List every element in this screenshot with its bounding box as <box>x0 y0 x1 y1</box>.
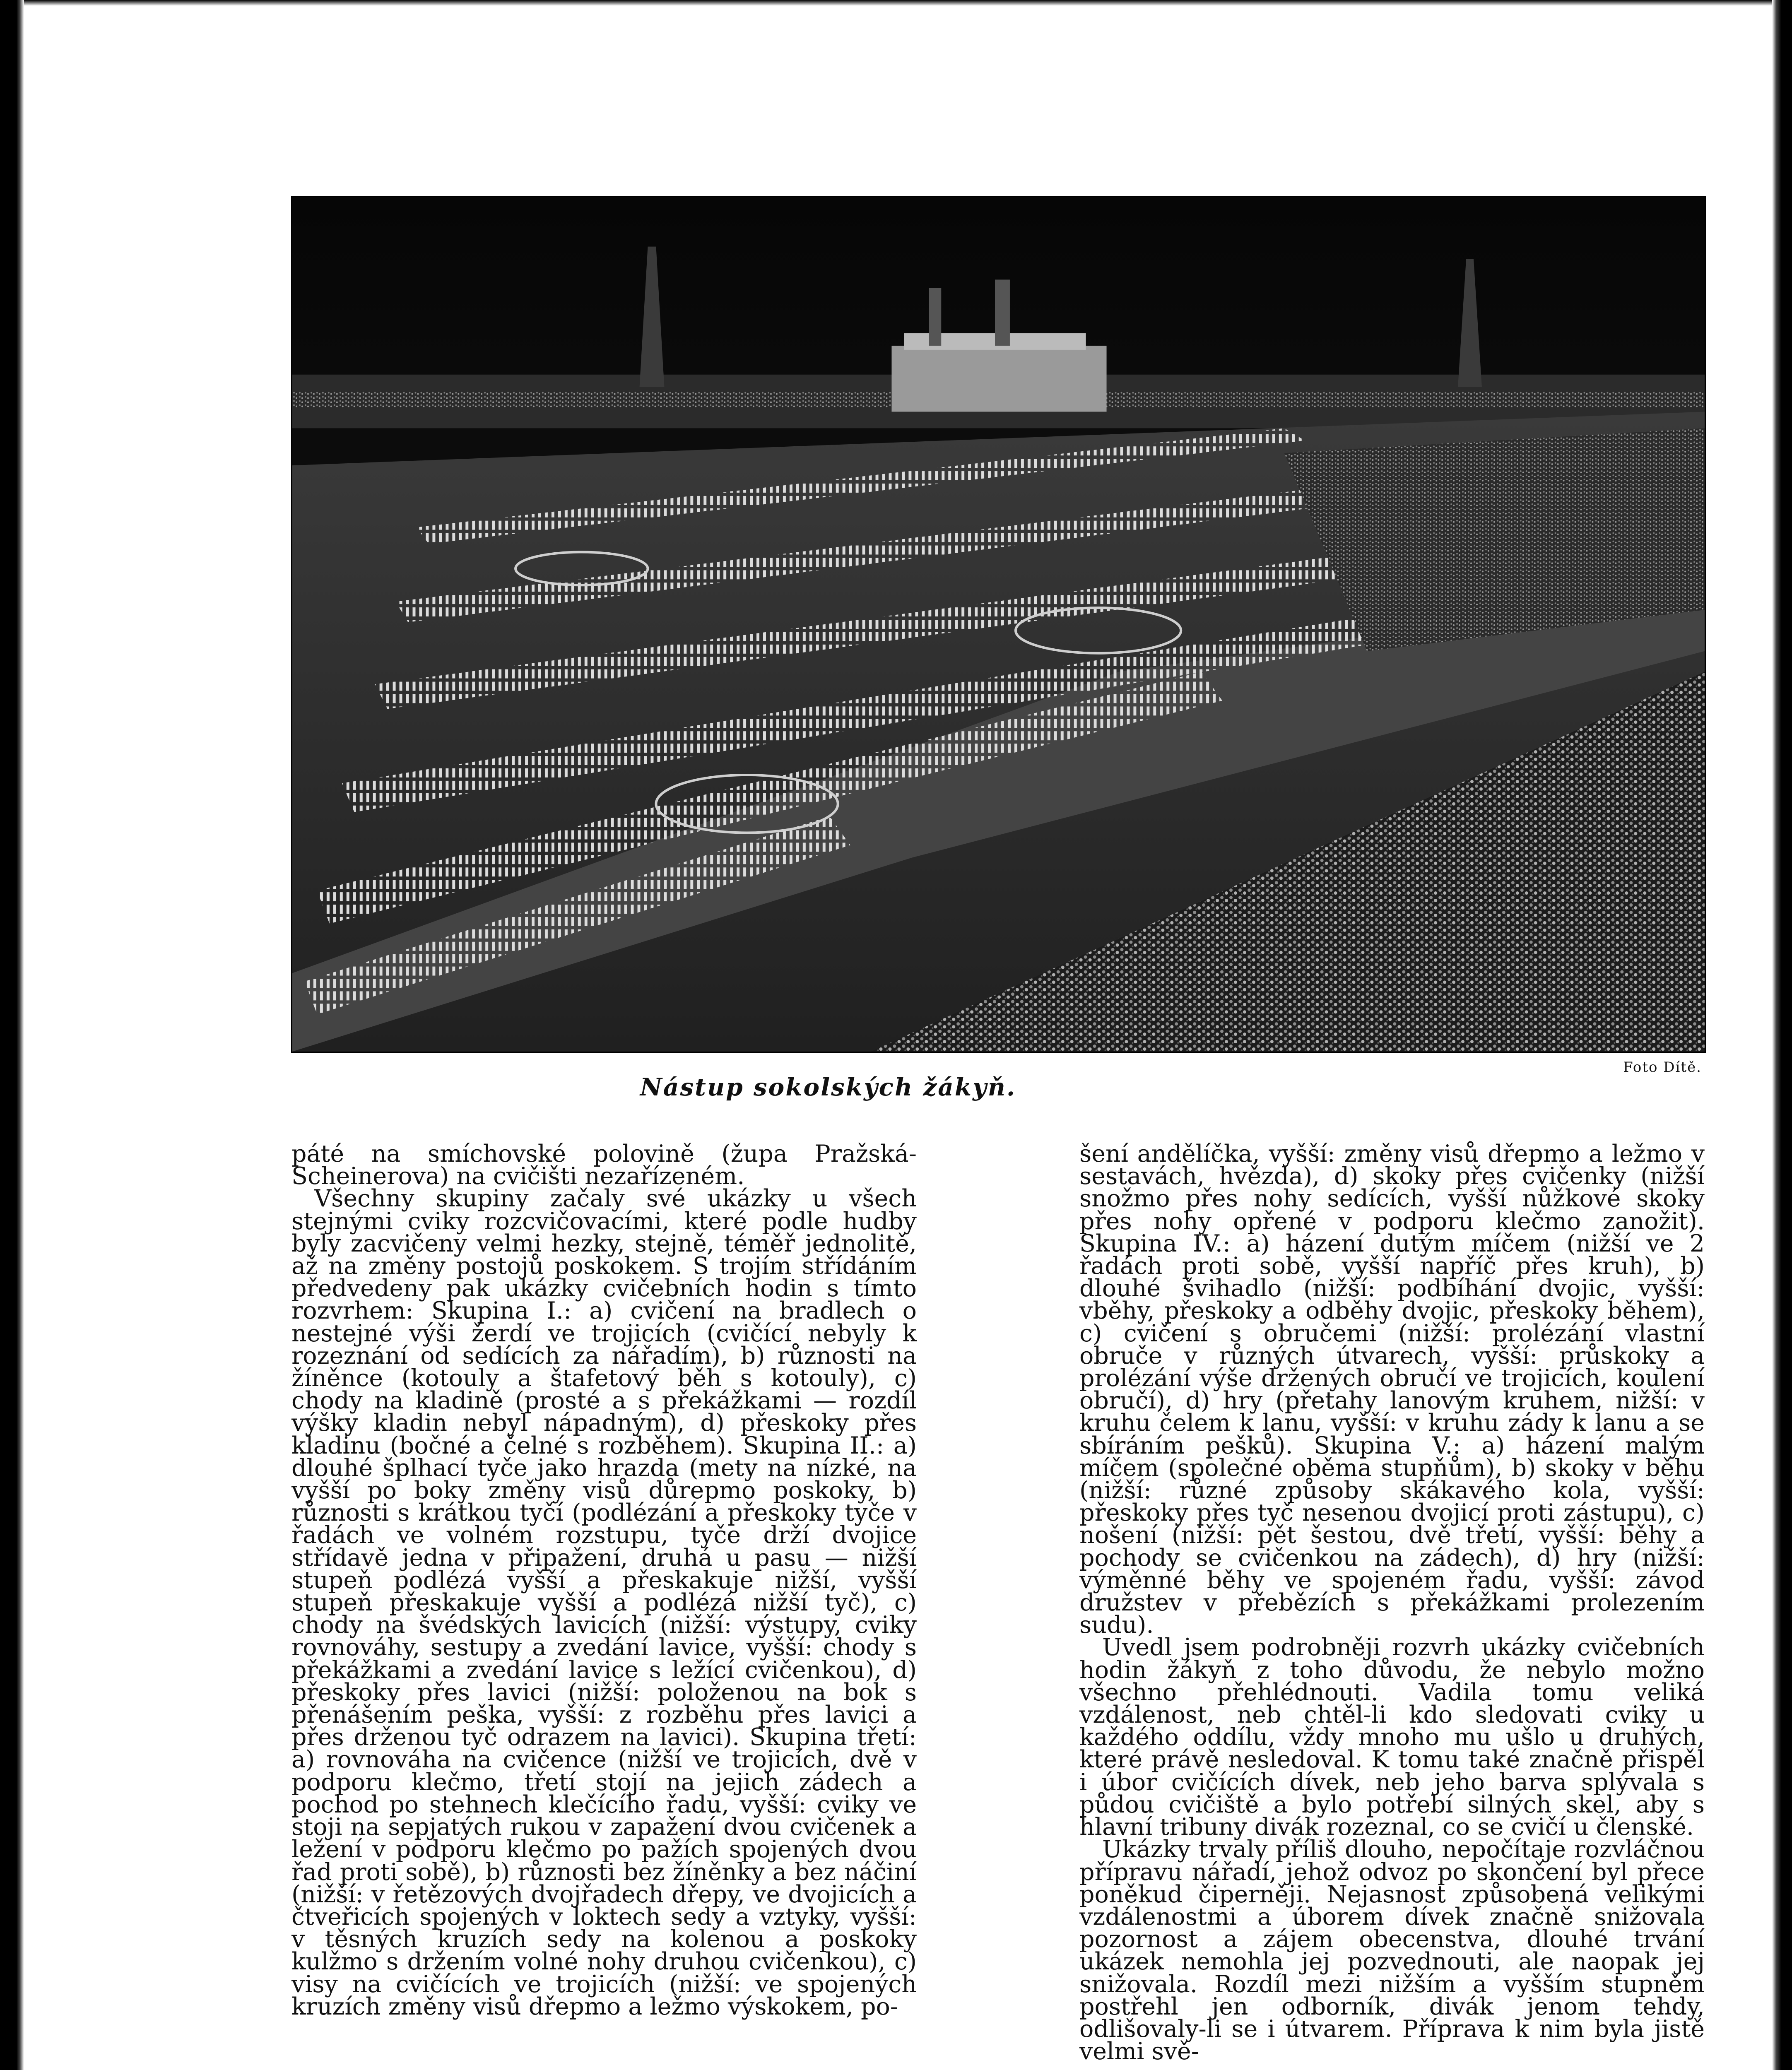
stadium-photograph <box>291 196 1706 1053</box>
paragraph: Uvedl jsem podrobněji rozvrh ukázky cvičebních hodin žákyň z toho důvodu, že nebylo možno všechno přehlédnouti. Vadila tomu veliká vzdálenost, neb chtěl-li kdo sledovati cviky u každého oddílu, vždy mnoho mu ušlo u druhých, které právě nesledoval. K tomu také značně přispěl i úbor cvičících dívek, neb jeho barva splývala s půdou cvičiště a bylo potřebí silných skel, aby s hlavní tribuny divák rozeznal, co se cvičí u členské. <box>1079 1634 1705 1841</box>
scan-border-top <box>0 0 1792 6</box>
paragraph: Ukázky trvaly příliš dlouho, nepočítaje rozvláčnou přípravu nářadí, jehož odvoz po skončení byl přece poněkud čiperněji. Nejasnost způsobená velikými vzdálenostmi a úborem dívek značně snižovala pozornost a zájem obecenstva, dlouhé trvání ukázek nemohla jej pozvednouti, ale naopak jej snižovala. Rozdíl mezi nižším a vyšším stupněm postřehl jen odborník, divák jenom tehdy, odlišovaly-li se i útvarem. Příprava k nim byla jistě velmi svě- <box>1079 1836 1705 2065</box>
paragraph: šení andělíčka, vyšší: změny visů dřepmo a ležmo v sestavách, hvězda), d) skoky přes cvičenky (nižší snožmo přes nohy sedících, vyšší nůžkové skoky přes nohy opřené v podporu klečmo zanožit). Skupina IV.: a) házení dutým míčem (nižší ve 2 řadách proti sobě, vyšší napříč přes kruh), b) dlouhé švihadlo (nižší: podbíhání dvojic, vyšší: vběhy, přeskoky a odběhy dvojic, přeskoky během), c) cvičení s obručemi (nižší: prolézání vlastní obruče v různých útvarech, vyšší: průskoky a prolézání výše držených obručí ve trojicích, koulení obručí), d) hry (přetahy lanovým kruhem, nižší: v kruhu čelem k lanu, vyšší: v kruhu zády k lanu a se sbíráním pešků). Skupina V.: a) házení malým míčem (společné oběma stupňům), b) skoky v běhu (nižší: různé způsoby skákavého kola, vyšší: přeskoky přes tyč nesenou dvojicí proti zástupu), c) nošení (nižší: pět šestou, dvě třetí, vyšší: běhy a pochody se cvičenkou na zádech), d) hry (nižší: výměnné běhy ve spojeném řadu, vyšší: závod družstev v přebězích s překážkami prolezením sudu). <box>1079 1140 1705 1639</box>
scan-border-left <box>0 0 24 2070</box>
right-text-column <box>1079 1140 1705 2065</box>
paragraph: páté na smíchovské polovině (župa Pražská-Scheinerova) na cvičišti nezařízeném. <box>291 1140 917 1190</box>
scan-border-right <box>1772 0 1792 2070</box>
photo-credit: Foto Dítě. <box>1623 1059 1702 1076</box>
paragraph: Všechny skupiny začaly své ukázky u všech stejnými cviky rozcvičovacími, které podle hudby byly zacvičeny velmi hezky, stejně, téměř jednolitě, až na změny postojů poskokem. S trojím střídáním předvedeny pak ukázky cvičebních hodin s tímto rozvrhem: Skupina I.: a) cvičení na bradlech o nestejné výši žerdí ve trojicích (cvičící nebyly k rozeznání od sedících za nářadím), b) různosti na žíněnce (kotouly a štafetový běh s kotouly), c) chody na kladině (prosté a s překážkami — rozdíl výšky kladin nebyl nápadným), d) přeskoky přes kladinu (bočné a čelné s rozběhem). Skupina II.: a) dlouhé šplhací tyče jako hrazda (mety na nízké, na vyšší po boky změny visů důrepmo poskoky, b) různosti s krátkou tyčí (podlézání a přeskoky tyče v řadách ve volném rozstupu, tyče drží dvojice střídavě jedna v připažení, druhá u pasu — nižší stupeň podlézá vyšší a přeskakuje nižší, vyšší stupeň přeskakuje vyšší a podlézá nižší tyč), c) chody na švédských lavicích (nižší: výstupy, cviky rovnováhy, sestupy a zvedání lavice, vyšší: chody s překážkami a zvedání lavice s ležící cvičenkou), d) přeskoky přes lavici (nižší: položenou na bok s přenášením peška, vyšší: z rozběhu přes lavici a přes drženou tyč odrazem na lavici). Skupina třetí: a) rovnováha na cvičence (nižší ve trojicích, dvě v podporu klečmo, třetí stojí na jejich zádech a pochod po stehnech klečícího řadu, vyšší: cviky ve stoji na sepjatých rukou v zapažení dvou cvičenek a ležení v podporu klečmo po pažích spojených dvou řad proti sobě), b) různosti bez žíněnky a bez náčiní (nižší: v řetězových dvojřadech dřepy, ve dvojicích a čtveřicích spojených v loktech sedy a vztyky, vyšší: v těsných kruzích sedy na kolenou a poskoky kulžmo s držením volné nohy druhou cvičenkou), c) visy na cvičících ve trojicích (nižší: ve spojených kruzích změny visů dřepmo a ležmo výskokem, po- <box>291 1185 917 2020</box>
photo-caption: Nástup sokolských žákyň. <box>640 1073 1016 1101</box>
left-text-column <box>291 1140 917 2020</box>
